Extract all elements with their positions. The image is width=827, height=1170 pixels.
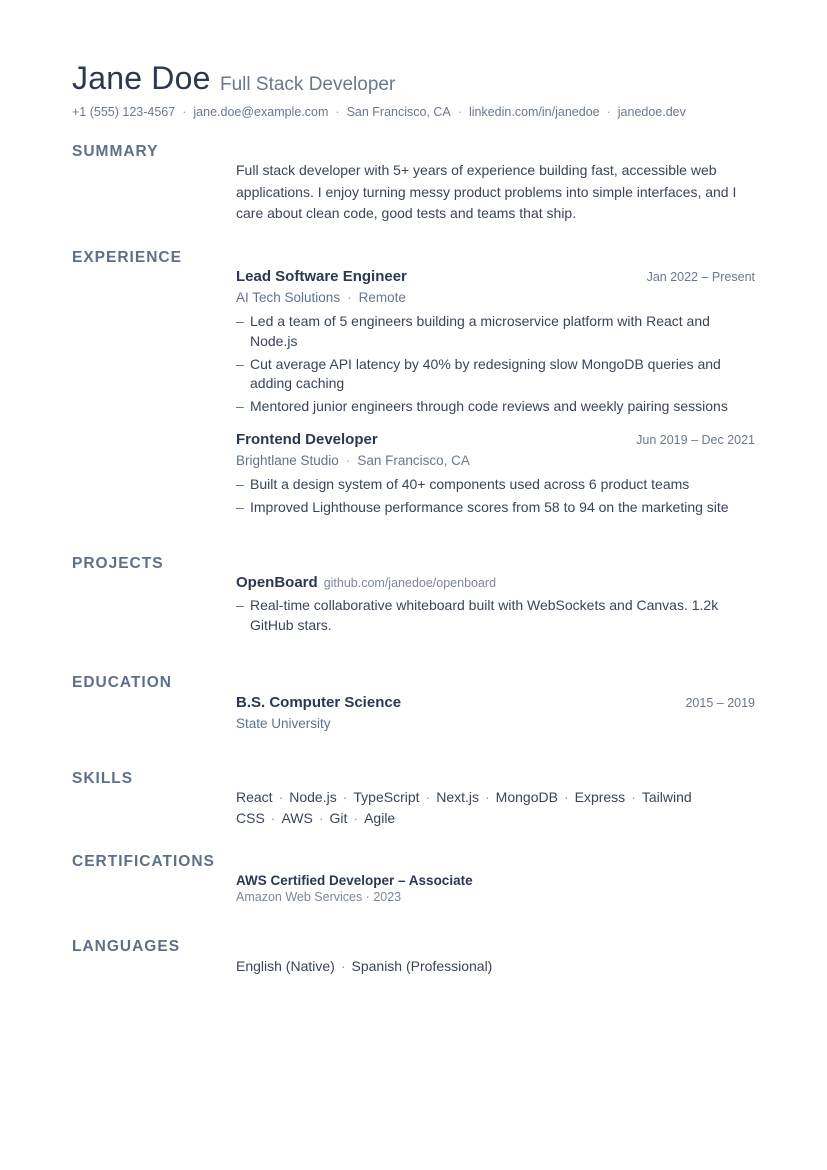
contact-website: janedoe.dev	[617, 105, 686, 119]
bullet-text: Real-time collaborative whiteboard built with WebSockets and Canvas. 1.2k GitHub stars.	[250, 597, 719, 633]
separator: ·	[563, 789, 569, 805]
job-company: AI Tech Solutions	[236, 290, 341, 305]
separator: ·	[631, 789, 636, 805]
contact-line	[72, 105, 686, 119]
separator: ·	[340, 958, 346, 974]
dash-marker: –	[236, 313, 244, 329]
dash-marker: –	[236, 355, 244, 372]
language-item: English (Native)	[236, 958, 335, 974]
job-bullets	[236, 475, 755, 518]
skill-item: React	[236, 789, 273, 805]
separator: ·	[345, 453, 351, 468]
bullet-text: Led a team of 5 engineers building a microservice platform with React and Node.js	[250, 313, 710, 349]
certifications-heading: CERTIFICATIONS	[72, 853, 215, 870]
skill-item: AWS	[281, 810, 313, 826]
job-location: Remote	[358, 290, 406, 305]
skill-item: MongoDB	[495, 789, 558, 805]
bullet-text: Improved Lighthouse performance scores from 58 to 94 on the marketing site	[250, 499, 729, 515]
bullet-item	[236, 596, 755, 635]
languages-heading: LANGUAGES	[72, 938, 181, 955]
job-title: Lead Software Engineer	[236, 268, 407, 285]
contact-linkedin: linkedin.com/in/janedoe	[468, 105, 600, 119]
job-dates: Jan 2022 – Present	[646, 270, 755, 284]
job-company: Brightlane Studio	[236, 453, 339, 468]
candidate-name: Jane Doe	[72, 60, 211, 96]
bullet-text: Mentored junior engineers through code reviews and weekly pairing sessions	[250, 398, 728, 414]
certification-name: AWS Certified Developer – Associate	[236, 873, 473, 888]
contact-email: jane.doe@example.com	[193, 105, 329, 119]
separator: ·	[278, 789, 284, 805]
project-name: OpenBoard	[236, 574, 318, 591]
skills-heading: SKILLS	[72, 770, 134, 787]
separator: ·	[335, 105, 340, 119]
bullet-item	[236, 355, 755, 394]
separator: ·	[485, 789, 490, 805]
job-bullets	[236, 312, 755, 417]
skill-item: Node.js	[289, 789, 337, 805]
project-bullets	[236, 596, 755, 635]
dash-marker: –	[236, 597, 244, 613]
education-heading: EDUCATION	[72, 674, 172, 691]
job-dates: Jun 2019 – Dec 2021	[636, 433, 755, 447]
job-title: Frontend Developer	[236, 431, 378, 448]
separator: ·	[425, 789, 431, 805]
languages-list	[236, 956, 755, 977]
dash-marker: –	[236, 398, 244, 414]
contact-location: San Francisco, CA	[346, 105, 451, 119]
job-company-line	[236, 290, 755, 310]
summary-section	[236, 160, 755, 225]
certification-item	[236, 873, 755, 904]
job-location: San Francisco, CA	[357, 453, 470, 468]
separator: ·	[353, 810, 359, 826]
separator: ·	[318, 810, 324, 826]
skills-list	[236, 787, 736, 829]
separator: ·	[606, 105, 611, 119]
separator: ·	[182, 105, 187, 119]
bullet-item	[236, 498, 755, 518]
skill-item: Agile	[364, 810, 396, 826]
dash-marker: –	[236, 476, 244, 492]
separator: ·	[270, 810, 276, 826]
dash-marker: –	[236, 499, 244, 515]
skill-item: Tailwind CSS	[236, 789, 692, 826]
job-company-line	[236, 453, 755, 473]
skill-item: Next.js	[436, 789, 479, 805]
school: State University	[236, 716, 331, 731]
skill-item: Express	[574, 789, 626, 805]
education-item	[236, 694, 755, 736]
bullet-text: Cut average API latency by 40% by redesigning slow MongoDB queries and adding caching	[250, 355, 721, 391]
experience-item	[236, 268, 755, 420]
separator: ·	[342, 789, 348, 805]
experience-heading: EXPERIENCE	[72, 249, 182, 266]
contact-phone: +1 (555) 123-4567	[72, 105, 176, 119]
projects-heading: PROJECTS	[72, 555, 164, 572]
certification-issuer: Amazon Web Services · 2023	[236, 890, 402, 904]
bullet-item	[236, 312, 755, 351]
summary-text: Full stack developer with 5+ years of experience building fast, accessible web applications. I enjoy turning messy product problems into simple interfaces, and I care about clean code, good tests and teams that ship.	[236, 162, 737, 221]
candidate-headline: Full Stack Developer	[220, 74, 396, 95]
education-dates: 2015 – 2019	[685, 696, 755, 710]
experience-item	[236, 431, 755, 521]
degree: B.S. Computer Science	[236, 694, 402, 711]
bullet-item	[236, 475, 755, 495]
separator: ·	[347, 290, 352, 305]
bullet-item	[236, 397, 755, 417]
skill-item: Git	[329, 810, 348, 826]
project-link: github.com/janedoe/openboard	[323, 576, 497, 590]
separator: ·	[457, 105, 462, 119]
project-item	[236, 574, 755, 639]
language-item: Spanish (Professional)	[351, 958, 493, 974]
bullet-text: Built a design system of 40+ components used across 6 product teams	[250, 476, 690, 492]
skill-item: TypeScript	[353, 789, 420, 805]
summary-heading: SUMMARY	[72, 143, 159, 160]
